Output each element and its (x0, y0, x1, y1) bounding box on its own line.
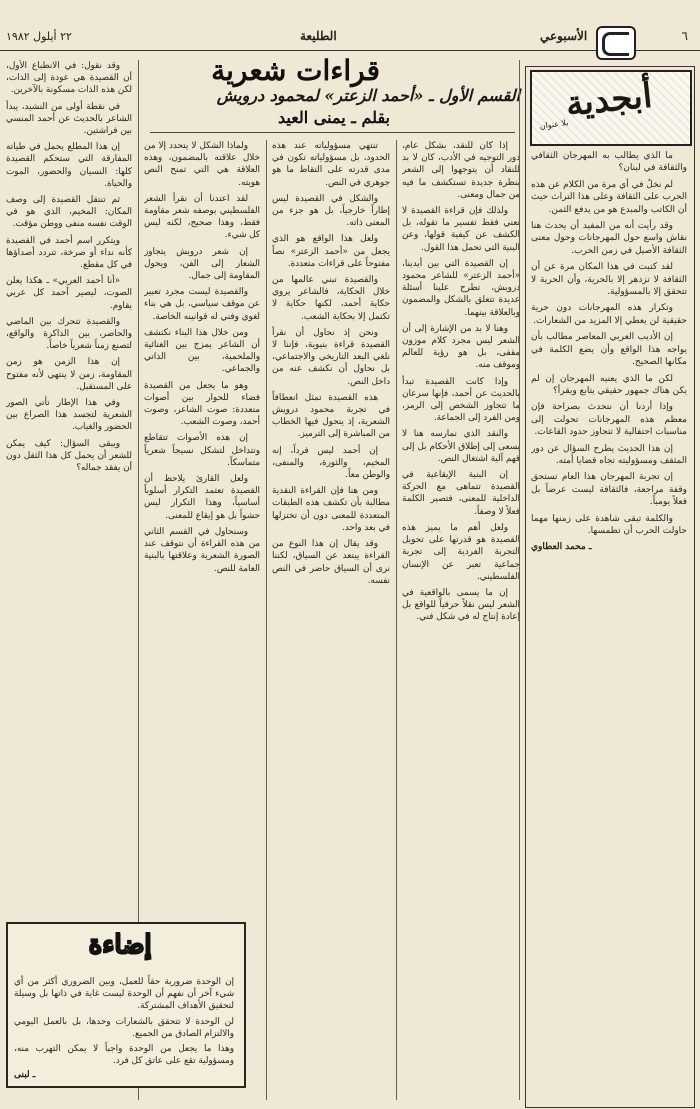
article-paragraph: ولماذا الشكل لا يتحدد إلا من خلال علاقته بالمضمون، وهذه العلاقة هي التي تمنح النص هويته. (144, 141, 260, 188)
article-paragraph: إن القصيدة التي بين أيدينا، «أحمد الزعتر» للشاعر محمود درويش، تطرح علينا أسئلة عديدة تتعلق بالشكل والمضمون وبالعلاقة بينهما. (402, 258, 520, 318)
article-paragraph: إن البنية الإيقاعية في القصيدة تتماهى مع الحركة الداخلية للمعنى، فتصير الكلمة فعلاً لا وصفاً. (402, 470, 520, 517)
article-paragraph: ثم تنتقل القصيدة إلى وصف المكان: المخيم، الذي هو في الوقت نفسه منفى ووطن مؤقت. (6, 195, 132, 230)
article-paragraph: وقد يقال إن هذا النوع من القراءة يبتعد عن السياق، لكننا نرى أن السياق حاضر في النص نفسه. (272, 539, 390, 586)
article-paragraph: لقد اعتدنا أن نقرأ الشعر الفلسطيني بوصفه شعر مقاومة فقط، وهذا صحيح، لكنه ليس كل شيء. (144, 193, 260, 241)
article-paragraph: والقصيدة تتحرك بين الماضي والحاضر، بين الذاكرة والواقع، لتصنع زمناً شعرياً خاصاً. (6, 316, 132, 352)
abjadiya-title: أبجدية (563, 75, 655, 125)
abjadiya-paragraph: لكن ما الذي يعنيه المهرجان إن لم يكن هناك جمهور حقيقي يتابع ويقرأ؟ (531, 373, 687, 396)
article-paragraph: إن أحمد ليس فرداً، إنه المخيم، والثورة، والمنفى، والوطن معاً. (272, 445, 390, 481)
article-paragraph: هذه القصيدة تمثل انعطافاً في تجربة محمود درويش الشعرية، إذ يتحول فيها الخطاب من المباشرة إلى الترميز. (272, 392, 390, 440)
article-paragraph: إن هذا المطلع يحمل في طياته المفارقة التي ستحكم القصيدة كلها: النسيان والحضور، الموت والحياة. (6, 142, 132, 189)
article-paragraph: والقصيدة ليست مجرد تعبير عن موقف سياسي، بل هي بناء لغوي وفني له قوانينه الخاصة. (144, 287, 260, 322)
column-rule (519, 60, 520, 1100)
article-paragraph: وإذا كانت القصيدة تبدأ بالحديث عن أحمد، فإنها سرعان ما تتجاوز الشخص إلى الرمز، ومن الفرد إلى الجماعة. (402, 376, 520, 424)
article-paragraph: ويبقى السؤال: كيف يمكن للشعر أن يحمل كل هذا الثقل دون أن يفقد جماله؟ (6, 438, 132, 474)
article-paragraph: ولعل هذا الواقع هو الذي يجعل من «أحمد الزعتر» نصاً مفتوحاً على قراءات متعددة. (272, 234, 390, 269)
article-subtitle: القسم الأول ـ «أحمد الزعتر» لمحمود درويش (216, 86, 520, 105)
article-paragraph: ومن هنا فإن القراءة النقدية مطالبة بأن تكشف هذه الطبقات المتعددة للمعنى دون أن تختزلها في بعد واحد. (272, 486, 390, 533)
logo-glyph-icon (602, 32, 629, 56)
article-paragraph: إن شعر درويش يتجاوز الشعار إلى الفن، ويحول المقاومة إلى جمال. (144, 246, 260, 282)
abjadiya-column (531, 150, 687, 1100)
idhaa-signature: ـ لبنى (14, 1070, 36, 1080)
abjadiya-paragraph: إن هذا الحديث يطرح السؤال عن دور المثقف ومسؤوليته تجاه قضايا أمته. (531, 443, 687, 466)
article-paragraph: إذا كان للنقد، بشكل عام، دور التوجيه في الأدب، كان لا بد للنقاد أن يتوجهوا إلى الشعر بنظرة جديدة تستكشف ما فيه من جمال ومعنى. (402, 141, 520, 200)
abjadiya-signature: ـ محمد العطاوي (531, 542, 592, 553)
abjadiya-paragraph: لقد كتبت في هذا المكان مرة عن أن الثقافة لا تزدهر إلا بالحرية، وأن الحرية لا تتحقق إلا بالمسؤولية. (531, 262, 687, 298)
abjadiya-paragraph: إن تجربة المهرجان هذا العام تستحق وقفة مراجعة، فالثقافة ليست عرضاً بل فعلاً يومياً. (531, 472, 687, 508)
article-column-4 (6, 60, 132, 916)
article-paragraph: ولعل القارئ يلاحظ أن القصيدة تعتمد التكرار أسلوباً أساسياً، وهذا التكرار ليس حشواً بل هو إيقاع للمعنى. (144, 474, 260, 521)
section-name: الطليعة (300, 29, 337, 43)
page-header (0, 28, 700, 51)
article-column-1 (402, 140, 520, 1100)
article-paragraph: في نقطة أولى من النشيد، يبدأ الشاعر بالحديث عن أحمد المنسي بين فراشتين. (6, 101, 132, 137)
idhaa-paragraph: لن الوحدة لا تتحقق بالشعارات وحدها، بل بالعمل اليومي والالتزام الصادق من الجميع. (14, 1016, 234, 1039)
idhaa-paragraph: إن الوحدة ضرورية حقاً للعمل، وبين الضروري أكثر من أي شيء آخر أن نفهم أن الوحدة ليست غاية في ذاتها بل وسيلة لتحقيق الأهداف المشتركة. (14, 977, 234, 1012)
article-paragraph: إن هذا الزمن هو زمن المقاومة، زمن لا ينتهي لأنه مفتوح على المستقبل. (6, 357, 132, 392)
idhaa-title: إضاءة (88, 930, 152, 960)
abjadiya-paragraph: وتكرار هذه المهرجانات دون حرية حقيقية لن يعطي إلا المزيد من الشعارات. (531, 303, 687, 326)
article-paragraph: ولعل أهم ما يميز هذه القصيدة هو قدرتها على تحويل التجربة الفردية إلى تجربة جماعية تعبر عن الإنسان الفلسطيني. (402, 522, 520, 582)
publication-logo (596, 26, 636, 60)
article-paragraph: والشكل في القصيدة ليس إطاراً خارجياً، بل هو جزء من المعنى ذاته. (272, 193, 390, 229)
idhaa-paragraph: وهذا ما يجعل من الوحدة واجباً لا يمكن التهرب منه، ومسؤولية تقع على عاتق كل فرد. (14, 1044, 234, 1067)
page-number: ٦ (681, 29, 688, 43)
article-byline: بقلم ـ يمنى العيد (277, 108, 390, 127)
column-rule (396, 140, 397, 1100)
article-paragraph: وقد نقول: في الانطباع الأول، أن القصيدة هي عودة إلى الذات، لكن هذه الذات مسكونة بالآخرين. (6, 61, 132, 96)
article-paragraph: ولذلك فإن قراءة القصيدة لا تعني فقط تفسير ما تقوله، بل الكشف عن كيفية قولها، وعن البنية التي تحمل هذا القول. (402, 206, 520, 253)
article-paragraph: إن ما يسمى بالواقعية في الشعر ليس نقلاً حرفياً للواقع بل إعادة إنتاج له في شكل فني. (402, 587, 520, 623)
article-paragraph: وهنا لا بد من الإشارة إلى أن الشعر ليس مجرد كلام موزون مقفى، بل هو رؤية للعالم وموقف منه. (402, 323, 520, 371)
idhaa-body (14, 976, 234, 1070)
article-paragraph: وهو ما يجعل من القصيدة فضاء للحوار بين أصوات متعددة: صوت الشاعر، وصوت أحمد، وصوت الشعب. (144, 380, 260, 428)
abjadiya-paragraph: وإذا أردنا أن نتحدث بصراحة فإن معظم هذه المهرجانات تحولت إلى مناسبات احتفالية لا تتجاوز حدود القاعات. (531, 402, 687, 438)
abjadiya-paragraph: ما الذي يطالب به المهرجان الثقافي والثقافة في لبنان؟ (531, 151, 687, 174)
article-paragraph: ومن خلال هذا البناء نكتشف أن الشاعر يمزج بين الغنائية والملحمية، بين الذاتي والجماعي. (144, 327, 260, 375)
abjadiya-paragraph: والكلمة تبقى شاهدة على زمنها مهما حاولت الحرب أن تطمسها. (531, 513, 687, 536)
article-paragraph: ويتكرر اسم أحمد في القصيدة كأنه نداء أو صرخة، تتردد أصداؤها في كل مقطع. (6, 235, 132, 271)
abjadiya-paragraph: وقد رأيت أنه من المفيد أن يحدث هنا نقاش واسع حول المهرجانات وحول معنى الثقافة الأصيل في زمن الحرب. (531, 221, 687, 256)
publication-name: الأسبوعي (540, 29, 588, 43)
article-paragraph: «أنا أحمد العربي» ـ هكذا يعلن الصوت، ليصير أحمد كل عربي يقاوم. (6, 276, 132, 311)
article-column-2 (272, 140, 390, 1100)
article-paragraph: والقصيدة تبني عالمها من خلال الحكاية، فالشاعر يروي حكاية أحمد، لكنها حكاية لا تكتمل إلا بحكاية الشعب. (272, 275, 390, 322)
column-rule (266, 140, 267, 1100)
abjadiya-paragraph: إن الأديب العربي المعاصر مطالب بأن يواجه هذا الواقع وأن يضع الكلمة في مكانها الصحيح. (531, 332, 687, 368)
abjadiya-subtitle: بلا عنوان (539, 118, 569, 131)
article-paragraph: ونحن إذ نحاول أن نقرأ القصيدة قراءة بنيوية، فإننا لا نلغي البعد التاريخي والاجتماعي، بل نحاول أن نكشف عنه من داخل النص. (272, 327, 390, 387)
abjadiya-paragraph: لم نخلُ في أي مرة من الكلام عن هذه الحرب على الثقافة وعلى هذا التراث حيث أن الكاتب والمبدع هو من يدفع الثمن. (531, 179, 687, 215)
title-divider (150, 132, 515, 133)
article-paragraph: إن هذه الأصوات تتقاطع وتتداخل لتشكل نسيجاً شعرياً متماسكاً. (144, 433, 260, 468)
article-paragraph: وفي هذا الإطار تأتي الصور الشعرية لتجسد هذا الصراع بين الحضور والغياب. (6, 398, 132, 433)
issue-date: ٢٢ أيلول ١٩٨٢ (6, 30, 72, 43)
article-title: قراءات شعرية (211, 54, 380, 87)
article-paragraph: والنقد الذي نمارسه هنا لا يسعى إلى إطلاق الأحكام بل إلى فهم آلية اشتغال النص. (402, 429, 520, 464)
article-paragraph: تنتهي مسؤولياته عند هذه الحدود، بل مسؤولياته تكون في مدى قدرته على التقاط ما هو جوهري في النص. (272, 141, 390, 188)
article-paragraph: وسنحاول في القسم الثاني من هذه القراءة أن نتوقف عند الصورة الشعرية وعلاقتها بالبنية العامة للنص. (144, 526, 260, 574)
